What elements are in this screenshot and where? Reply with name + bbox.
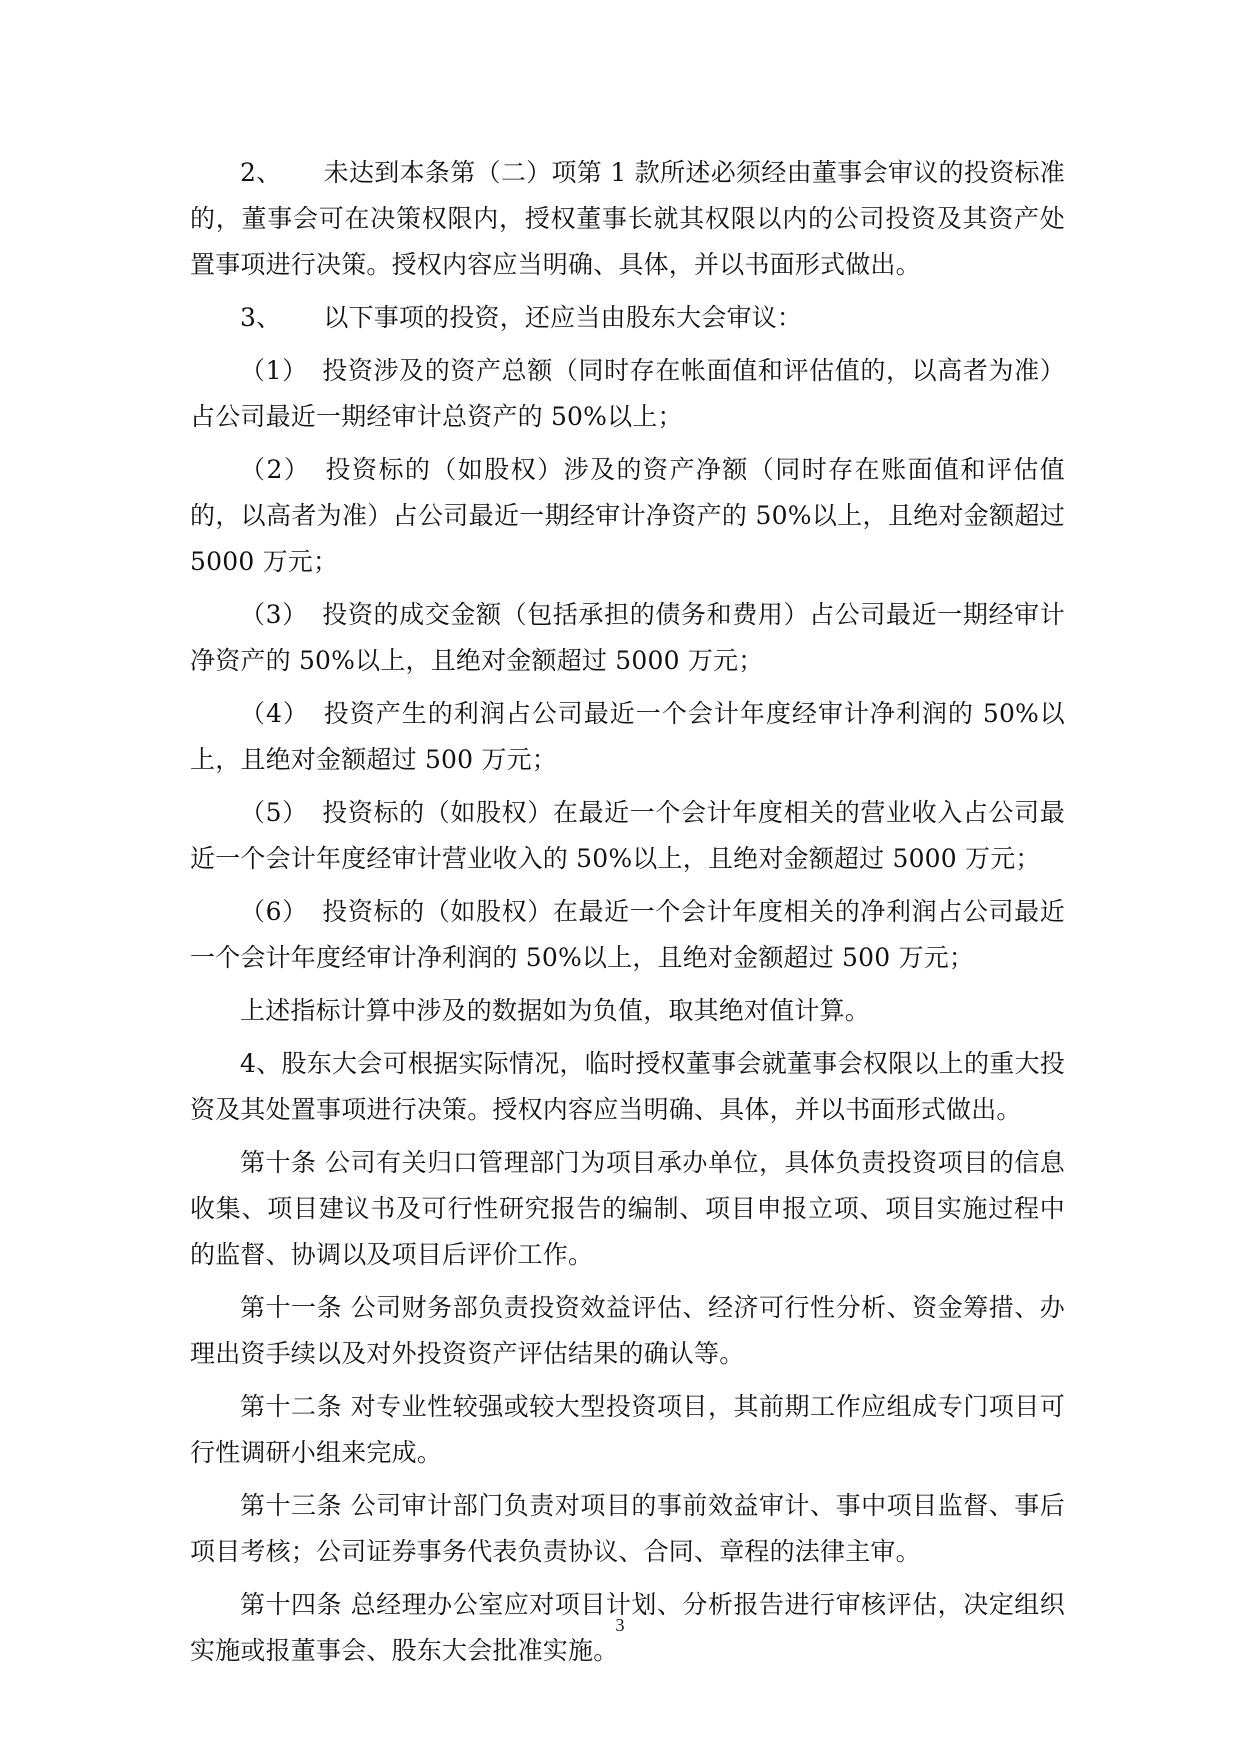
sub-item-4 xyxy=(190,691,1065,783)
paragraph-text: 以下事项的投资，还应当由股东大会审议： xyxy=(323,303,803,332)
note-paragraph xyxy=(190,988,1065,1034)
article-number: 第十二条 xyxy=(240,1392,343,1421)
sub-item-5 xyxy=(190,790,1065,882)
item-number: （2） xyxy=(240,455,311,484)
article-number: 第十一条 xyxy=(240,1293,343,1322)
paragraph-text: 投资标的（如股权）涉及的资产净额（同时存在账面值和评估值的，以高者为准）占公司最近一期经审计净资产的 50%以上，且绝对金额超过 5000 万元； xyxy=(190,455,1065,576)
item-number: 3、 xyxy=(240,303,282,332)
article-number: 第十三条 xyxy=(240,1491,343,1520)
item-number: 2、 xyxy=(240,158,282,187)
paragraph-text: 上述指标计算中涉及的数据如为负值，取其绝对值计算。 xyxy=(240,996,871,1025)
article-12 xyxy=(190,1384,1065,1476)
paragraph-text: 对专业性较强或较大型投资项目，其前期工作应组成专门项目可行性调研小组来完成。 xyxy=(190,1392,1065,1467)
article-number: 第十四条 xyxy=(240,1590,343,1619)
article-11 xyxy=(190,1285,1065,1377)
sub-item-2 xyxy=(190,447,1065,585)
article-13 xyxy=(190,1483,1065,1575)
article-10 xyxy=(190,1140,1065,1278)
sub-item-6 xyxy=(190,889,1065,981)
item-number: （5） xyxy=(240,798,308,827)
paragraph-text: 投资产生的利润占公司最近一个会计年度经审计净利润的 50%以上，且绝对金额超过 500 万元； xyxy=(190,699,1066,774)
paragraph-text: 投资标的（如股权）在最近一个会计年度相关的营业收入占公司最近一个会计年度经审计营业收入的 50%以上，且绝对金额超过 5000 万元； xyxy=(190,798,1065,873)
paragraph-2 xyxy=(190,150,1065,288)
item-number: （6） xyxy=(240,897,308,926)
paragraph-3 xyxy=(190,295,1065,341)
page-number: 3 xyxy=(615,1615,625,1635)
paragraph-text: 4、股东大会可根据实际情况，临时授权董事会就董事会权限以上的重大投资及其处置事项进行决策。授权内容应当明确、具体，并以书面形式做出。 xyxy=(190,1049,1065,1124)
item-number: （4） xyxy=(240,699,309,728)
article-number: 第十条 xyxy=(240,1148,317,1177)
paragraph-text: 公司有关归口管理部门为项目承办单位，具体负责投资项目的信息收集、项目建议书及可行性研究报告的编制、项目申报立项、项目实施过程中的监督、协调以及项目后评价工作。 xyxy=(190,1148,1065,1269)
paragraph-text: 总经理办公室应对项目计划、分析报告进行审核评估，决定组织实施或报董事会、股东大会批准实施。 xyxy=(190,1590,1065,1665)
paragraph-4 xyxy=(190,1041,1065,1133)
sub-item-3 xyxy=(190,592,1065,684)
paragraph-text: 公司财务部负责投资效益评估、经济可行性分析、资金筹措、办理出资手续以及对外投资资产评估结果的确认等。 xyxy=(190,1293,1065,1368)
paragraph-text: 公司审计部门负责对项目的事前效益审计、事中项目监督、事后项目考核；公司证券事务代表负责协议、合同、章程的法律主审。 xyxy=(190,1491,1065,1566)
paragraph-text: 投资的成交金额（包括承担的债务和费用）占公司最近一期经审计净资产的 50%以上，且绝对金额超过 5000 万元； xyxy=(190,600,1065,675)
paragraph-text: 未达到本条第（二）项第 1 款所述必须经由董事会审议的投资标准的，董事会可在决策权限内，授权董事长就其权限以内的公司投资及其资产处置事项进行决策。授权内容应当明确、具体，并以书面形式做出。 xyxy=(190,158,1065,279)
sub-item-1 xyxy=(190,348,1065,440)
item-number: （3） xyxy=(240,600,308,629)
paragraph-text: 投资涉及的资产总额（同时存在帐面值和评估值的，以高者为准）占公司最近一期经审计总资产的 50%以上； xyxy=(190,356,1065,431)
document-body xyxy=(190,150,1065,1681)
item-number: （1） xyxy=(240,356,308,385)
paragraph-text: 投资标的（如股权）在最近一个会计年度相关的净利润占公司最近一个会计年度经审计净利润的 50%以上，且绝对金额超过 500 万元； xyxy=(190,897,1065,972)
